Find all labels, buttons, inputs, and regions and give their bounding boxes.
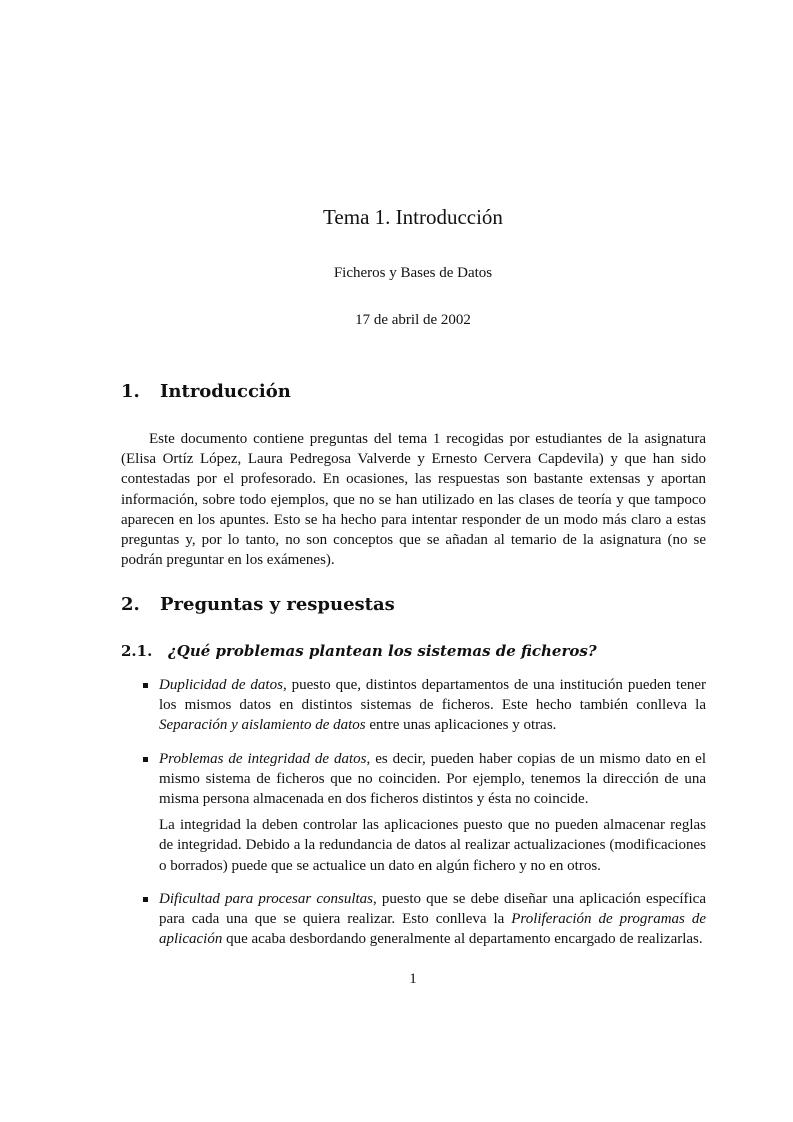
list-item-body: entre unas aplicaciones y otras. <box>365 717 557 734</box>
list-item-term: Dificultad para procesar consultas <box>159 890 373 907</box>
list-item-text <box>159 675 706 736</box>
subsection-title: ¿Qué problemas plantean los sistemas de ficheros? <box>168 642 597 660</box>
problems-list <box>121 675 706 962</box>
list-item-term: Duplicidad de datos <box>159 677 283 693</box>
bullet-icon <box>143 683 148 688</box>
subsection-heading <box>121 642 597 660</box>
list-item-term: Separación y aislamiento de datos <box>159 717 366 734</box>
section-title: Introducción <box>160 381 291 402</box>
section-title: Preguntas y respuestas <box>160 594 395 615</box>
list-item-term: Problemas de integridad de datos <box>159 750 367 767</box>
list-item-body: , puesto que se debe diseñar una aplicación específica para cada una que se quiera realizar. Esto conlleva la <box>159 890 706 928</box>
subsection-number: 2.1. <box>121 642 153 660</box>
document-subtitle: Ficheros y Bases de Datos <box>333 265 493 281</box>
list-item-integridad <box>121 749 706 876</box>
bullet-icon <box>143 897 148 902</box>
bullet-icon <box>143 757 148 762</box>
list-item-body: que acaba desbordando generalmente al departamento encargado de realizarlas. <box>222 931 703 948</box>
list-item-body: , puesto que, distintos departamentos de una institución pueden tener los mismos datos en distintos sistemas de ficheros. Este hecho también conlleva la <box>159 677 706 714</box>
section-heading-introduccion <box>121 381 291 402</box>
list-item-body: , es decir, pueden haber copias de un mismo dato en el mismo sistema de ficheros que no coinciden. Por ejemplo, tenemos la dirección de una misma persona almacenada en dos ficheros distintos y ésta no coincide. <box>159 750 707 808</box>
section-number: 1. <box>121 381 140 402</box>
list-item-text <box>159 749 706 810</box>
list-item-duplicidad <box>121 675 706 736</box>
document-date: 17 de abril de 2002 <box>355 312 471 328</box>
document-title: Tema 1. Introducción <box>323 205 503 229</box>
list-item-text <box>159 889 706 950</box>
page-number: 1 <box>409 971 417 987</box>
list-item-term: Proliferación de programas de aplicación <box>159 911 706 948</box>
list-item-paragraph: La integridad la deben controlar las aplicaciones puesto que no pueden almacenar reglas de integridad. Debido a la redundancia de datos al realizar actualizaciones (modificaciones o borrados) puede que se actualice un dato en algún fichero y no en otros. <box>159 817 706 874</box>
section-number: 2. <box>121 594 140 615</box>
section-heading-preguntas <box>121 594 395 615</box>
list-item-consultas <box>121 889 706 950</box>
intro-paragraph: Este documento contiene preguntas del tema 1 recogidas por estudiantes de la asignatura (Elisa Ortíz López, Laura Pedregosa Valverde y Ernesto Cervera Capdevila) y que han sido contestadas por el profesorado. En ocasiones, las respuestas son bastante extensas y aportan información, sobre todo ejemplos, que no se han utilizado en las clases de teoría y que tampoco aparecen en los apuntes. Esto se ha hecho para intentar responder de un modo más claro a estas preguntas y, por lo tanto, no son conceptos que se añadan al temario de la asignatura (no se podrán preguntar en los exámenes). <box>121 431 706 569</box>
